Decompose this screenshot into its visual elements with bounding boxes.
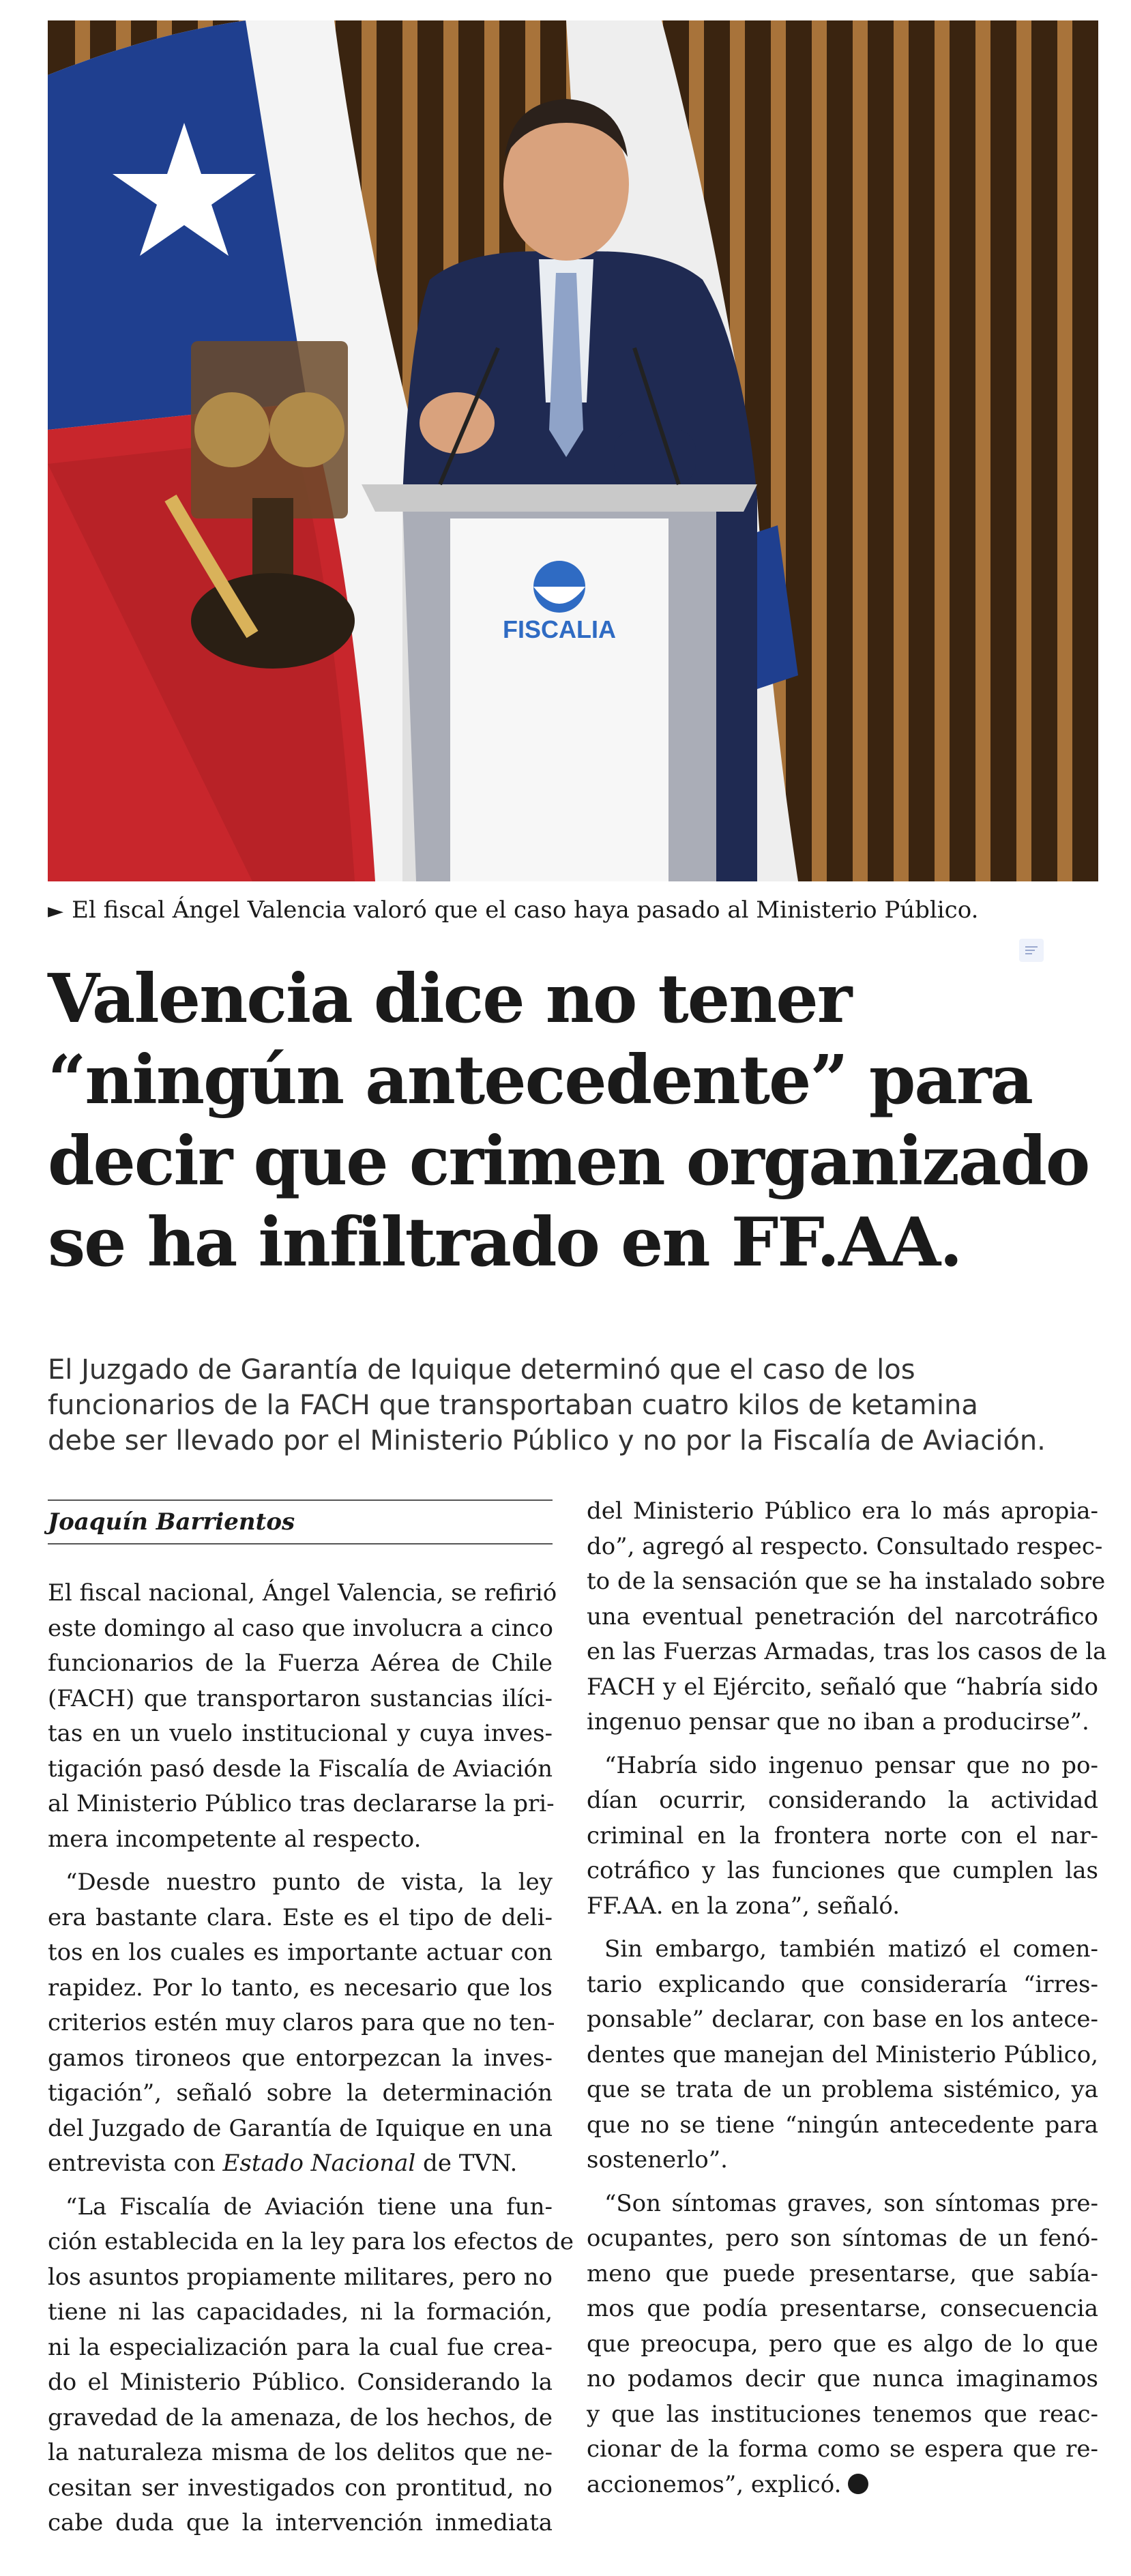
photo-illustration — [48, 20, 1098, 881]
caption-text: El fiscal Ángel Valencia valoró que el caso haya pasado al Ministerio Público. — [72, 896, 979, 924]
text-line: rapidez. Por lo tanto, es necesario que los — [48, 1974, 553, 2002]
text-line: tos en los cuales es importante actuar con — [48, 1939, 553, 1966]
headline — [48, 958, 1098, 1283]
text-line: gamos tironeos que entorpezcan la inves- — [48, 2044, 553, 2072]
text-line: funcionarios de la Fuerza Aérea de Chile — [48, 1650, 553, 1677]
text-line — [48, 2146, 553, 2182]
coat-of-arms — [171, 341, 355, 669]
text-line: “Desde nuestro punto de vista, la ley — [65, 1869, 553, 1896]
text-line: gravedad de la amenaza, de los hechos, de — [48, 2403, 553, 2431]
text-line: mera incompetente al respecto. — [48, 1825, 422, 1853]
text-line: “Habría sido ingenuo pensar que no po- — [604, 1751, 1098, 1779]
text-line: to de la sensación que se ha instalado sobre — [587, 1568, 1106, 1595]
podium-logo-text: FISCALIA — [503, 615, 616, 643]
paragraph — [48, 1576, 557, 1857]
text-line: sostenerlo”. — [587, 2146, 728, 2174]
deck-summary — [48, 1352, 1098, 1459]
text-line: que no se tiene “ningún antecedente para — [587, 2111, 1098, 2139]
paragraph — [587, 1748, 1098, 1924]
text-line: tas en un vuelo institucional y cuya inves- — [48, 1720, 553, 1747]
text-line: del Juzgado de Garantía de Iquique en una — [48, 2114, 553, 2142]
text-fragment: entrevista con — [48, 2150, 223, 2177]
text-line: Sin embargo, también matizó el comen- — [604, 1935, 1098, 1963]
text-fragment: de TVN. — [415, 2150, 518, 2177]
text-line: tigación pasó desde la Fiscalía de Aviación — [48, 1755, 553, 1783]
text-line: tiene ni las capacidades, ni la formación, — [48, 2298, 553, 2326]
byline: Joaquín Barrientos — [48, 1499, 553, 1545]
text-line: una eventual penetración del narcotráfico — [587, 1602, 1098, 1630]
text-line: FACH y el Ejército, señaló que “habría sido — [587, 1673, 1098, 1701]
text-line: ni la especialización para la cual fue crea- — [48, 2333, 553, 2361]
text-line: ción establecida en la ley para los efectos de — [48, 2228, 574, 2255]
text-line: en las Fuerzas Armadas, tras los casos de la — [587, 1638, 1107, 1665]
text-line: mos que podía presentarse, consecuencia — [587, 2295, 1098, 2322]
text-line: que preocupa, pero que es algo de lo que — [587, 2330, 1098, 2358]
left-column — [48, 1576, 574, 2541]
text-line: criterios estén muy claros para que no ten- — [48, 2009, 555, 2036]
text-line: del Ministerio Público era lo más apropia- — [587, 1497, 1098, 1525]
deck-line: El Juzgado de Garantía de Iquique determinó que el caso de los — [48, 1354, 915, 1386]
caption-arrow-icon: ► — [48, 899, 64, 923]
text-line: al Ministerio Público tras declararse la pri- — [48, 1790, 555, 1817]
headline-line: “ningún antecedente” para — [48, 1041, 1033, 1119]
text-line: dentes que manejan del Ministerio Público, — [587, 2040, 1098, 2068]
text-line: ingenuo pensar que no iban a producirse”. — [587, 1708, 1089, 1736]
text-fragment: accionemos”, explicó. — [587, 2470, 842, 2498]
right-column — [587, 1494, 1107, 2502]
text-line: cionar de la forma como se espera que re- — [587, 2435, 1098, 2463]
text-line: cotráfico y las funciones que cumplen las — [587, 1857, 1098, 1884]
text-line: y que las instituciones tenemos que reac- — [587, 2400, 1098, 2428]
text-line: que se trata de un problema sistémico, ya — [587, 2076, 1098, 2103]
photo-caption — [48, 895, 1098, 926]
text-line: ocupantes, pero son síntomas de un fenó- — [587, 2225, 1098, 2252]
paragraph — [48, 2190, 574, 2541]
text-line: meno que puede presentarse, que sabía- — [587, 2259, 1098, 2287]
paragraph — [587, 1494, 1107, 1740]
text-line: tario explicando que consideraría “irres- — [587, 1970, 1098, 1998]
text-line: El fiscal nacional, Ángel Valencia, se refirió — [48, 1579, 557, 1607]
program-name: Estado Nacional — [222, 2150, 416, 2177]
text-line: do el Ministerio Público. Considerando la — [48, 2369, 553, 2396]
text-line: los asuntos propiamente militares, pero no — [48, 2263, 553, 2291]
text-line: era bastante clara. Este es el tipo de deli- — [48, 1903, 553, 1931]
text-line: cabe duda que la intervención inmediata — [48, 2509, 553, 2536]
text-line: FF.AA. en la zona”, señaló. — [587, 1892, 900, 1920]
text-line: do”, agregó al respecto. Consultado respec- — [587, 1532, 1103, 1560]
deck-line: funcionarios de la FACH que transportaban cuatro kilos de ketamina — [48, 1390, 978, 1421]
text-line: criminal en la frontera norte con el nar- — [587, 1821, 1098, 1849]
paragraph — [587, 1932, 1098, 2178]
deck-line: debe ser llevado por el Ministerio Público y no por la Fiscalía de Aviación. — [48, 1425, 1046, 1457]
text-line: “Son síntomas graves, son síntomas pre- — [604, 2189, 1098, 2217]
text-line: cesitan ser investigados con prontitud, no — [48, 2474, 553, 2502]
text-line: ponsable” declarar, con base en los antece- — [587, 2006, 1098, 2033]
text-line: no podamos decir que nunca imaginamos — [587, 2365, 1098, 2392]
paragraph — [587, 2186, 1098, 2503]
text-line: dían ocurrir, considerando la actividad — [587, 1787, 1098, 1814]
text-line: este domingo al caso que involucra a cinco — [48, 1614, 554, 1642]
hero-photo — [48, 20, 1098, 881]
end-of-article-icon — [848, 2474, 868, 2494]
text-line: “La Fiscalía de Aviación tiene una fun- — [65, 2193, 553, 2221]
text-line — [587, 2468, 1098, 2503]
text-line: tigación”, señaló sobre la determinación — [48, 2079, 553, 2107]
headline-line: Valencia dice no tener — [48, 960, 851, 1038]
text-line: (FACH) que transportaron sustancias ilíci- — [48, 1684, 553, 1712]
paragraph — [48, 1865, 553, 2182]
headline-line: decir que crimen organizado — [48, 1122, 1089, 1201]
headline-line: se ha infiltrado en FF.AA. — [48, 1203, 962, 1282]
text-line: la naturaleza misma de los delitos que ne- — [48, 2439, 553, 2466]
